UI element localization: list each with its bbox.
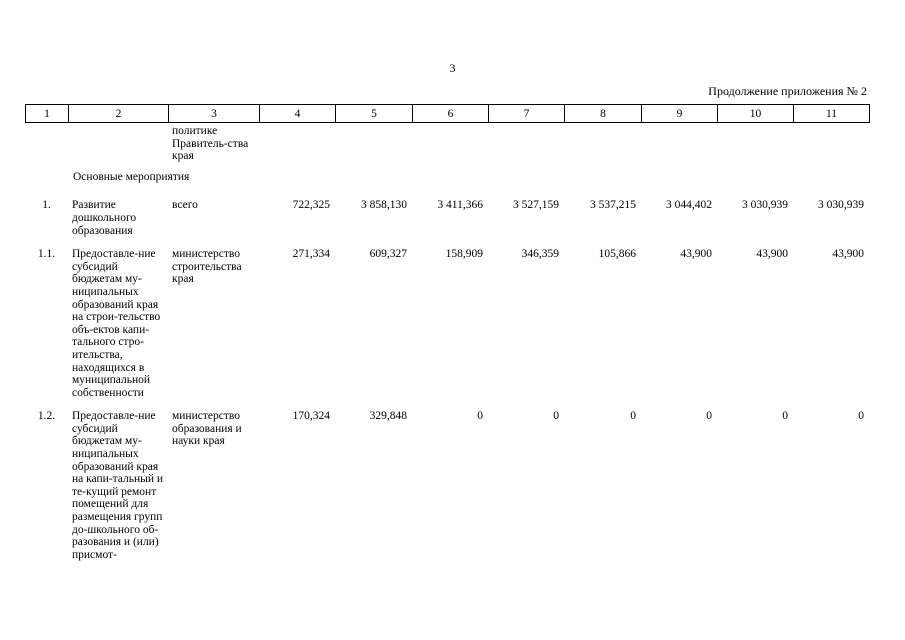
value-cell: 271,334 [292, 248, 330, 261]
value-cell: 346,359 [521, 248, 559, 261]
measure-name: Развитие дошкольного образования [72, 199, 137, 237]
value-cell: 43,900 [832, 248, 864, 261]
executor: министерство строительства края [172, 248, 242, 286]
value-cell: 0 [706, 410, 712, 423]
value-cell: 170,324 [292, 410, 330, 423]
row-number: 1. [42, 199, 51, 212]
program-table [25, 123, 869, 561]
executor: министерство образования и науки края [172, 410, 242, 448]
page-number: 3 [449, 61, 456, 75]
column-number: 5 [336, 105, 413, 123]
column-number-header [25, 104, 870, 123]
executor: всего [172, 199, 198, 212]
column-number: 3 [169, 105, 260, 123]
value-cell: 3 537,215 [590, 199, 636, 212]
value-cell: 0 [630, 410, 636, 423]
column-number: 9 [642, 105, 718, 123]
table-row [25, 199, 869, 248]
column-number: 8 [565, 105, 642, 123]
column-number: 6 [413, 105, 489, 123]
row-number: 1.2. [37, 410, 56, 423]
column-number: 1 [26, 105, 69, 123]
continuation-label: Продолжение приложения № 2 [708, 84, 867, 98]
value-cell: 3 527,159 [513, 199, 559, 212]
value-cell: 0 [553, 410, 559, 423]
measure-name: Предоставле-ние субсидий бюджетам му-ниципальных образований края на капи-тальный и те-кущий ремонт помещений для размещения групп до-школьного об-разования и (или) присмот- [72, 410, 164, 561]
value-cell: 0 [858, 410, 864, 423]
table-row [25, 410, 869, 561]
section-row [25, 163, 869, 200]
value-cell: 158,909 [445, 248, 483, 261]
value-cell: 43,900 [680, 248, 712, 261]
column-number: 2 [69, 105, 169, 123]
table-row [25, 248, 869, 410]
column-number: 7 [489, 105, 565, 123]
value-cell: 329,848 [369, 410, 407, 423]
column-number: 11 [794, 105, 870, 123]
measure-name: Предоставле-ние субсидий бюджетам му-ниципальных образований края на строи-тельство объ-ектов капи-тального стро-ительства, находящихся в муниципальной собственности [72, 248, 161, 399]
value-cell: 105,866 [598, 248, 636, 261]
value-cell: 0 [477, 410, 483, 423]
value-cell: 722,325 [292, 199, 330, 212]
value-cell: 609,327 [369, 248, 407, 261]
column-number: 10 [718, 105, 794, 123]
row-number: 1.1. [37, 248, 56, 261]
value-cell: 3 858,130 [361, 199, 407, 212]
value-cell: 3 044,402 [666, 199, 712, 212]
carryover-row [25, 123, 869, 163]
value-cell: 0 [782, 410, 788, 423]
value-cell: 3 411,366 [437, 199, 483, 212]
value-cell: 3 030,939 [818, 199, 864, 212]
value-cell: 3 030,939 [742, 199, 788, 212]
column-number-row [26, 105, 870, 123]
value-cell: 43,900 [756, 248, 788, 261]
column-number: 4 [260, 105, 336, 123]
carryover-text: политике Правитель-ства края [172, 125, 249, 163]
section-title: Основные мероприятия [73, 170, 190, 183]
